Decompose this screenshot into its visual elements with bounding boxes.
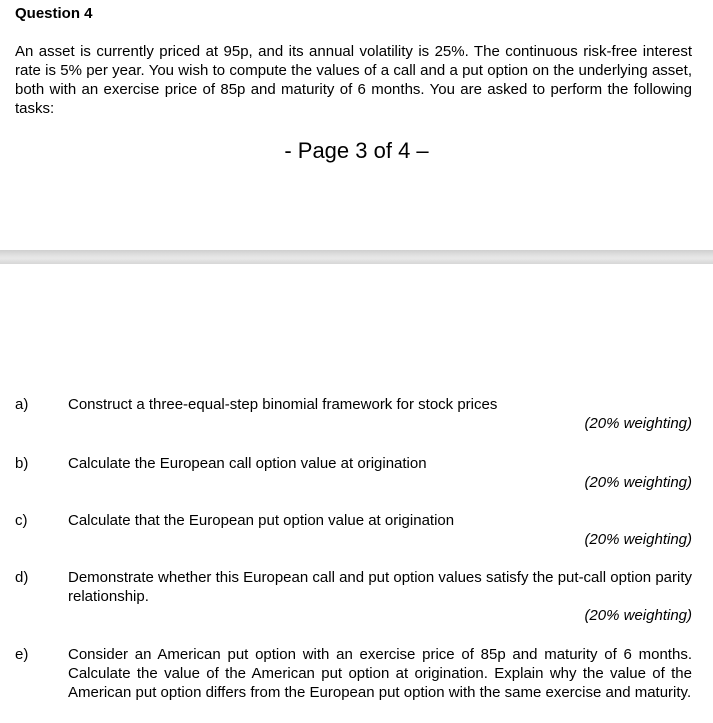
page-4-top (0, 264, 713, 723)
task-text: Consider an American put option with an exercise price of 85p and maturity of 6 months. Calculate the value of the American put option at origination. Explain why the value of the American put option differs from the European put option with the same exercise and maturity. (68, 646, 692, 701)
page-separator (0, 250, 713, 264)
task-letter: d) (15, 569, 29, 586)
task-text: Demonstrate whether this European call and put option values satisfy the put-call option parity relationship. (68, 569, 692, 605)
question-intro: An asset is currently priced at 95p, and its annual volatility is 25%. The continuous risk-free interest rate is 5% per year. You wish to compute the values of a call and a put option on the underlying asset, both with an exercise price of 85p and maturity of 6 months. You are asked to perform the following tasks: (15, 43, 692, 117)
task-weighting: (20% weighting) (584, 474, 692, 491)
task-b (0, 454, 713, 494)
task-weighting: (20% weighting) (584, 607, 692, 624)
task-letter: e) (15, 646, 29, 663)
task-e (0, 645, 713, 723)
question-title: Question 4 (15, 5, 93, 22)
task-weighting: (20% weighting) (584, 415, 692, 432)
task-letter: b) (15, 455, 29, 472)
task-letter: a) (15, 396, 29, 413)
task-d (0, 568, 713, 628)
task-c (0, 511, 713, 551)
task-a (0, 395, 713, 435)
task-text: Construct a three-equal-step binomial framework for stock prices (68, 396, 498, 413)
page-3-bottom (0, 0, 713, 250)
task-text: Calculate the European call option value at origination (68, 455, 427, 472)
page-number-footer: - Page 3 of 4 – (284, 138, 429, 163)
task-text: Calculate that the European put option value at origination (68, 512, 455, 529)
task-letter: c) (15, 512, 28, 529)
task-weighting: (20% weighting) (584, 531, 692, 548)
